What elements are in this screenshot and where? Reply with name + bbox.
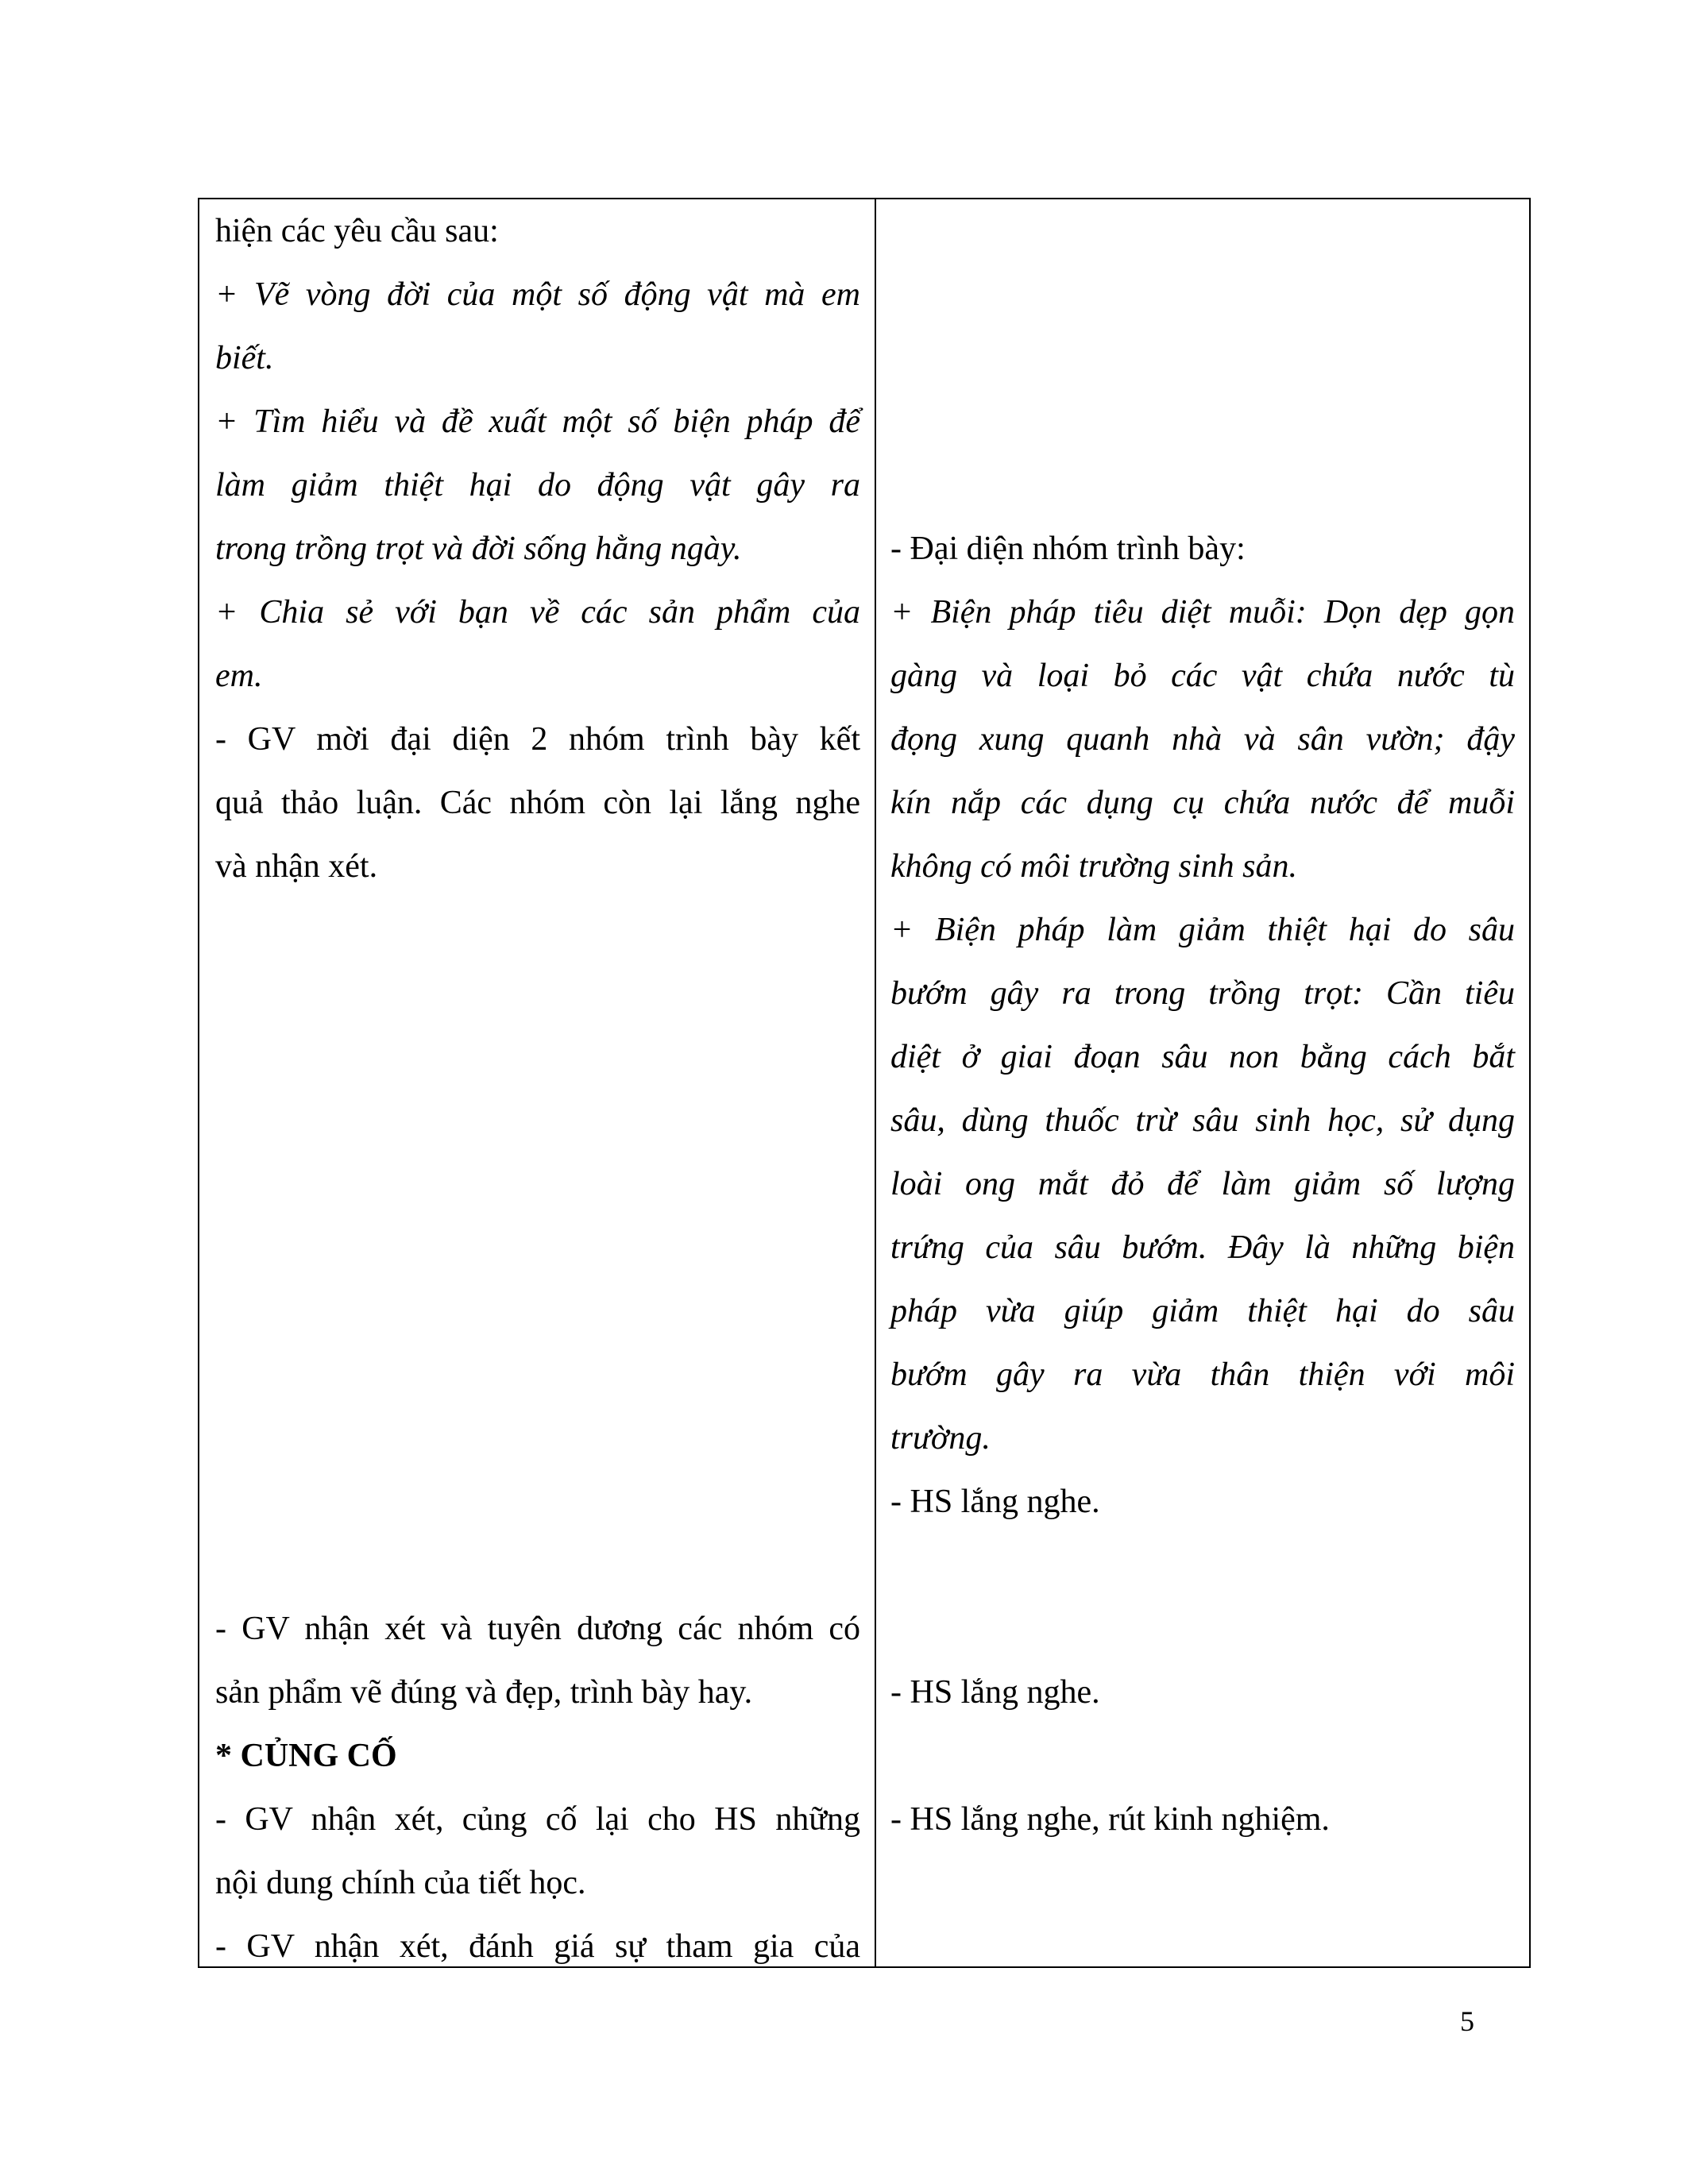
- lesson-plan-table: [198, 198, 1531, 1968]
- left-line: - GV mời đại diện 2 nhóm trình bày kết: [215, 721, 860, 758]
- left-line: làm giảm thiệt hại do động vật gây ra: [215, 467, 860, 504]
- right-line: đọng xung quanh nhà và sân vườn; đậy: [890, 721, 1515, 758]
- right-line: sâu, dùng thuốc trừ sâu sinh học, sử dụng: [890, 1102, 1515, 1139]
- section-heading: * CỦNG CỐ: [215, 1738, 397, 1774]
- left-line: và nhận xét.: [215, 848, 378, 885]
- right-line: bướm gây ra trong trồng trọt: Cần tiêu: [890, 975, 1515, 1012]
- column-divider: [875, 199, 876, 1966]
- right-line: gàng và loại bỏ các vật chứa nước tù: [890, 658, 1515, 694]
- right-line: không có môi trường sinh sản.: [890, 848, 1297, 885]
- right-line: trường.: [890, 1420, 991, 1457]
- right-line: loài ong mắt đỏ để làm giảm số lượng: [890, 1166, 1515, 1202]
- left-line: em.: [215, 658, 263, 694]
- right-line: pháp vừa giúp giảm thiệt hại do sâu: [890, 1293, 1515, 1329]
- right-line: - HS lắng nghe.: [890, 1484, 1100, 1520]
- left-line: - GV nhận xét, củng cố lại cho HS những: [215, 1801, 860, 1838]
- right-line: trứng của sâu bướm. Đây là những biện: [890, 1229, 1515, 1266]
- page-number: 5: [1460, 2005, 1474, 2037]
- right-line: diệt ở giai đoạn sâu non bằng cách bắt: [890, 1039, 1515, 1075]
- left-line: trong trồng trọt và đời sống hằng ngày.: [215, 531, 742, 567]
- right-line: - Đại diện nhóm trình bày:: [890, 531, 1246, 567]
- left-line: + Vẽ vòng đời của một số động vật mà em: [215, 276, 860, 313]
- left-line: quả thảo luận. Các nhóm còn lại lắng nghe: [215, 785, 860, 821]
- left-line: sản phẩm vẽ đúng và đẹp, trình bày hay.: [215, 1674, 753, 1711]
- right-line: - HS lắng nghe.: [890, 1674, 1100, 1711]
- left-line: + Tìm hiểu và đề xuất một số biện pháp để: [215, 403, 860, 440]
- left-line: - GV nhận xét, đánh giá sự tham gia của: [215, 1928, 860, 1965]
- right-line: + Biện pháp làm giảm thiệt hại do sâu: [890, 912, 1515, 948]
- left-line: - GV nhận xét và tuyên dương các nhóm có: [215, 1611, 860, 1647]
- right-line: kín nắp các dụng cụ chứa nước để muỗi: [890, 785, 1515, 821]
- right-line: - HS lắng nghe, rút kinh nghiệm.: [890, 1801, 1330, 1838]
- left-line: hiện các yêu cầu sau:: [215, 213, 499, 249]
- right-line: + Biện pháp tiêu diệt muỗi: Dọn dẹp gọn: [890, 594, 1515, 631]
- left-line: biết.: [215, 340, 274, 376]
- left-line: nội dung chính của tiết học.: [215, 1865, 586, 1901]
- left-line: + Chia sẻ với bạn về các sản phẩm của: [215, 594, 860, 631]
- right-line: bướm gây ra vừa thân thiện với môi: [890, 1356, 1515, 1393]
